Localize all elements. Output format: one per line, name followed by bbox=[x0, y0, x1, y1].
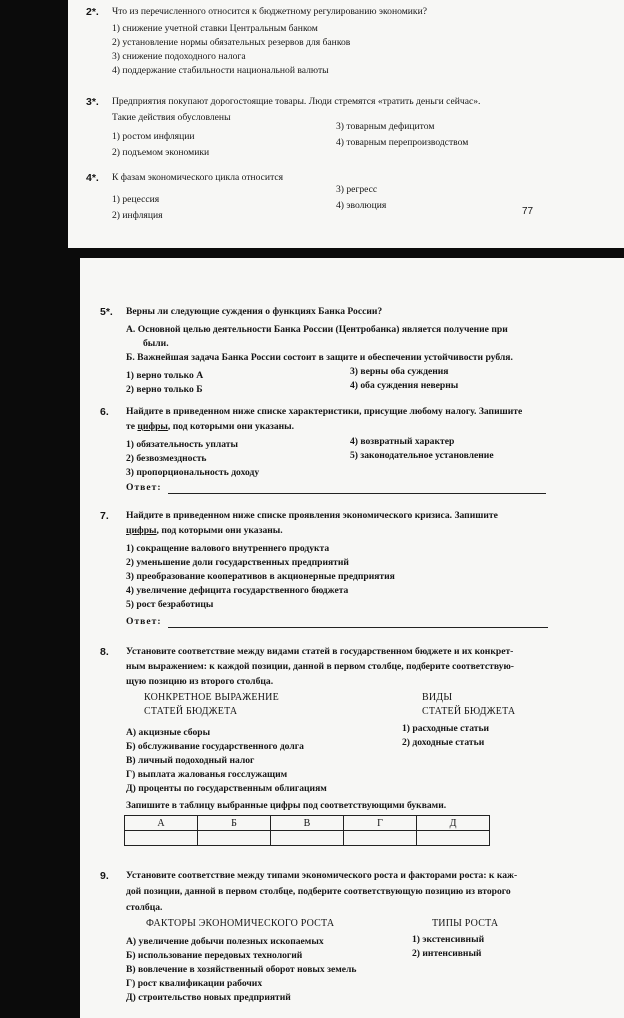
match-item-right: 1) экстенсивный bbox=[412, 934, 485, 945]
question-text: Предприятия покупают дорогостоящие товары. Люди стремятся «тратить деньги сейчас». bbox=[112, 96, 481, 107]
answer-option: 3) снижение подоходного налога bbox=[112, 51, 246, 62]
question-number: 2*. bbox=[86, 6, 99, 18]
question-text: Верны ли следующие суждения о функциях Банка России? bbox=[126, 306, 383, 317]
answer-option: 3) пропорциональность доходу bbox=[126, 467, 260, 478]
column-heading: КОНКРЕТНОЕ ВЫРАЖЕНИЕ bbox=[144, 692, 279, 703]
match-item-left: Д) проценты по государственным облигациям bbox=[126, 783, 327, 794]
question-text: Что из перечисленного относится к бюджетному регулированию экономики? bbox=[112, 6, 427, 17]
column-heading: СТАТЕЙ БЮДЖЕТА bbox=[422, 706, 516, 717]
question-text-continued: щую позицию из второго столбца. bbox=[126, 676, 274, 687]
match-item-left: Г) рост квалификации рабочих bbox=[126, 978, 263, 989]
answer-cell[interactable] bbox=[417, 831, 490, 846]
answer-option: 1) сокращение валового внутреннего продукта bbox=[126, 543, 330, 554]
question-text-continued: столбца. bbox=[126, 902, 163, 913]
question-text-continued: дой позиции, данной в первом столбце, подберите соответствующую позицию из второго bbox=[126, 886, 511, 897]
match-item-right: 2) доходные статьи bbox=[402, 737, 485, 748]
table-instruction: Запишите в таблицу выбранные цифры под соответствующими буквами. bbox=[126, 800, 447, 811]
answer-option: 4) товарным перепроизводством bbox=[336, 137, 469, 148]
column-heading: ФАКТОРЫ ЭКОНОМИЧЕСКОГО РОСТА bbox=[146, 918, 335, 929]
answer-option: 4) эволюция bbox=[336, 200, 387, 211]
answer-option: 1) рецессия bbox=[112, 194, 160, 205]
match-item-left: В) личный подоходный налог bbox=[126, 755, 255, 766]
answer-option: 1) обязательность уплаты bbox=[126, 439, 238, 450]
answer-option: 2) установление нормы обязательных резервов для банков bbox=[112, 37, 351, 48]
textbook-page-main bbox=[80, 258, 624, 1018]
question-number: 4*. bbox=[86, 172, 99, 184]
question-number: 9. bbox=[100, 870, 109, 882]
match-item-left: Г) выплата жалованья госслужащим bbox=[126, 769, 288, 780]
table-header-cell: Г bbox=[344, 816, 417, 831]
question-text: Установите соответствие между видами статей в государственном бюджете и их конкрет- bbox=[126, 646, 514, 657]
table-header-cell: Б bbox=[198, 816, 271, 831]
table-header-cell: В bbox=[271, 816, 344, 831]
question-text: Найдите в приведенном ниже списке проявления экономического кризиса. Запишите bbox=[126, 510, 498, 521]
question-number: 8. bbox=[100, 646, 109, 658]
answer-option: 5) рост безработицы bbox=[126, 599, 214, 610]
textbook-page-top bbox=[68, 0, 624, 248]
answer-line bbox=[168, 493, 546, 494]
answer-option: 5) законодательное установление bbox=[350, 450, 494, 461]
answer-option: 3) верны оба суждения bbox=[350, 366, 449, 377]
answer-line bbox=[168, 627, 548, 628]
table-header-cell: А bbox=[125, 816, 198, 831]
match-item-left: А) увеличение добычи полезных ископаемых bbox=[126, 936, 324, 947]
answer-option: 2) подъемом экономики bbox=[112, 147, 210, 158]
column-heading: ВИДЫ bbox=[422, 692, 453, 703]
question-number: 6. bbox=[100, 406, 109, 418]
answer-table bbox=[124, 815, 490, 846]
question-text: К фазам экономического цикла относится bbox=[112, 172, 284, 183]
answer-option: 4) поддержание стабильности национальной валюты bbox=[112, 65, 329, 76]
match-item-left: Б) использование передовых технологий bbox=[126, 950, 303, 961]
question-text: Установите соответствие между типами экономического роста и факторами роста: к каж- bbox=[126, 870, 518, 881]
question-text-continued: Такие действия обусловлены bbox=[112, 112, 231, 123]
answer-option: 3) преобразование кооперативов в акционерные предприятия bbox=[126, 571, 395, 582]
column-heading: ТИПЫ РОСТА bbox=[432, 918, 499, 929]
answer-option: 2) верно только Б bbox=[126, 384, 203, 395]
match-item-left: А) акцизные сборы bbox=[126, 727, 211, 738]
answer-option: 1) ростом инфляции bbox=[112, 131, 195, 142]
answer-label: Ответ: bbox=[126, 616, 162, 627]
underlined-word: цифры bbox=[137, 421, 168, 432]
answer-option: 2) уменьшение доли государственных предприятий bbox=[126, 557, 349, 568]
statement-a: А. Основной целью деятельности Банка России (Центробанка) является получение при bbox=[126, 324, 508, 335]
answer-option: 1) верно только А bbox=[126, 370, 204, 381]
page-number: 77 bbox=[522, 206, 534, 217]
question-number: 5*. bbox=[100, 306, 113, 318]
underlined-word: цифры bbox=[126, 525, 157, 536]
answer-cell[interactable] bbox=[125, 831, 198, 846]
question-number: 7. bbox=[100, 510, 109, 522]
answer-option: 4) увеличение дефицита государственного бюджета bbox=[126, 585, 349, 596]
question-text-continued: цифры, под которыми они указаны. bbox=[126, 525, 283, 536]
answer-cell[interactable] bbox=[198, 831, 271, 846]
answer-table-header-row bbox=[125, 816, 490, 831]
question-text-continued: те цифры, под которыми они указаны. bbox=[126, 421, 295, 432]
question-number: 3*. bbox=[86, 96, 99, 108]
answer-cell[interactable] bbox=[344, 831, 417, 846]
statement-a-continued: были. bbox=[143, 338, 169, 349]
answer-option: 3) товарным дефицитом bbox=[336, 121, 435, 132]
match-item-left: В) вовлечение в хозяйственный оборот новых земель bbox=[126, 964, 357, 975]
answer-label: Ответ: bbox=[126, 482, 162, 493]
column-heading: СТАТЕЙ БЮДЖЕТА bbox=[144, 706, 238, 717]
match-item-left: Д) строительство новых предприятий bbox=[126, 992, 291, 1003]
match-item-right: 1) расходные статьи bbox=[402, 723, 490, 734]
question-text: Найдите в приведенном ниже списке характеристики, присущие любому налогу. Запишите bbox=[126, 406, 523, 417]
answer-option: 2) безвозмездность bbox=[126, 453, 207, 464]
match-item-right: 2) интенсивный bbox=[412, 948, 482, 959]
answer-option: 1) снижение учетной ставки Центральным банком bbox=[112, 23, 318, 34]
table-header-cell: Д bbox=[417, 816, 490, 831]
answer-option: 2) инфляция bbox=[112, 210, 163, 221]
answer-cell[interactable] bbox=[271, 831, 344, 846]
answer-option: 4) оба суждения неверны bbox=[350, 380, 459, 391]
answer-option: 3) регресс bbox=[336, 184, 378, 195]
match-item-left: Б) обслуживание государственного долга bbox=[126, 741, 304, 752]
question-text-continued: ным выражением: к каждой позиции, данной в первом столбце, подберите соответствую- bbox=[126, 661, 514, 672]
statement-b: Б. Важнейшая задача Банка России состоит в защите и обеспечении устойчивости рубля. bbox=[126, 352, 513, 363]
answer-table-input-row bbox=[125, 831, 490, 846]
answer-option: 4) возвратный характер bbox=[350, 436, 455, 447]
